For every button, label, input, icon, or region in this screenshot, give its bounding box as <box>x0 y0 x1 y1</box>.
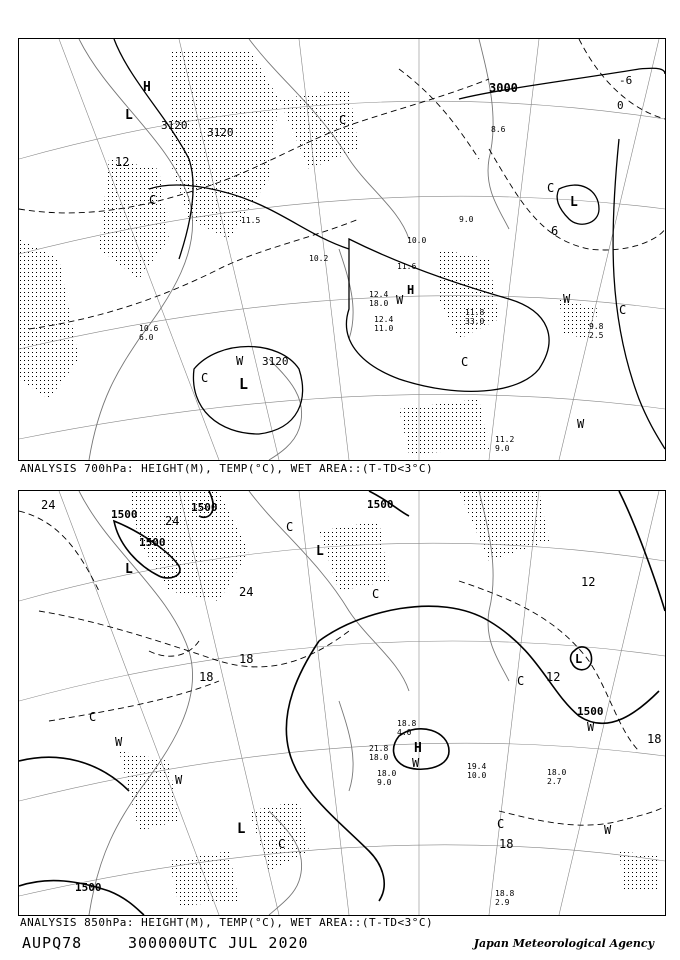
station-dewpoint: 4.0 <box>397 728 412 737</box>
isotherm-label: 24 <box>41 498 56 512</box>
station-values-850 <box>369 719 566 907</box>
cold-mark: C <box>201 371 209 385</box>
contour-label-1500: 1500 <box>577 705 604 718</box>
station-dewpoint: 18.0 <box>369 299 389 308</box>
station-temp: 11.5 <box>241 216 261 225</box>
contour-label-1500: 1500 <box>111 508 138 521</box>
caption-700hpa: ANALYSIS 700hPa: HEIGHT(M), TEMP(°C), WET AREA::(T-TD<3°C) <box>20 462 434 475</box>
cold-mark: C <box>372 587 380 601</box>
station-temp: 18.8 <box>397 719 417 728</box>
high-center: H <box>414 741 422 756</box>
station-temp: 12.4 <box>369 290 389 299</box>
station-temp: 18.0 <box>547 768 567 777</box>
contour-label-3120-b: 3120 <box>207 126 234 139</box>
warm-mark: W <box>604 823 612 837</box>
high-center: H <box>407 283 415 297</box>
low-center: L <box>125 562 133 577</box>
cold-mark: C <box>89 710 97 724</box>
valid-time: 300000UTC JUL 2020 <box>128 934 309 952</box>
contour-label-3120-c: 3120 <box>262 355 289 368</box>
contour-label-1500: 1500 <box>191 501 218 514</box>
cold-mark: C <box>547 181 555 195</box>
station-dewpoint: 2.5 <box>589 331 604 340</box>
station-temp: 11.8 <box>465 308 485 317</box>
station-temp: 10.2 <box>309 254 329 263</box>
low-center: L <box>316 544 324 559</box>
chart-700hpa <box>18 38 666 461</box>
station-dewpoint: 11.0 <box>374 324 394 333</box>
warm-mark: W <box>236 354 244 368</box>
station-dewpoint: 2.7 <box>547 777 562 786</box>
cold-mark: C <box>286 520 294 534</box>
contour-label-3120-a: 3120 <box>161 119 188 132</box>
isotherm-label: 12 <box>115 155 130 169</box>
warm-mark: W <box>175 773 183 787</box>
low-center: L <box>125 108 133 123</box>
cold-mark: C <box>461 355 469 369</box>
station-temp: 9.8 <box>589 322 604 331</box>
station-temp: 19.4 <box>467 762 487 771</box>
warm-mark: W <box>396 293 404 307</box>
low-center: L <box>575 652 583 666</box>
map-700hpa <box>19 39 665 460</box>
station-dewpoint: 33.0 <box>465 317 485 326</box>
contour-label-1500: 1500 <box>139 536 166 549</box>
map-850hpa <box>19 491 665 915</box>
isotherm-label: -6 <box>619 74 633 87</box>
cold-mark: C <box>278 837 286 851</box>
low-center: L <box>237 821 246 837</box>
warm-mark: W <box>412 756 420 770</box>
contour-label-3000: 3000 <box>489 81 518 95</box>
isotherm-label: 18 <box>647 732 662 746</box>
station-temp: 21.8 <box>369 744 389 753</box>
station-temp: 10.6 <box>139 324 159 333</box>
station-dewpoint: 10.0 <box>467 771 487 780</box>
cold-mark: C <box>149 193 157 207</box>
isotherm-label: 24 <box>239 585 254 599</box>
warm-mark: W <box>563 292 571 306</box>
isotherm-label: 0 <box>617 99 624 112</box>
cold-mark: C <box>339 113 347 127</box>
station-temp: 8.6 <box>491 125 506 134</box>
isotherm-label: 12 <box>546 670 561 684</box>
station-temp: 18.0 <box>377 769 397 778</box>
cold-mark: C <box>497 817 505 831</box>
isotherm-label: 6 <box>551 224 559 238</box>
warm-mark: W <box>587 720 595 734</box>
station-dewpoint: 9.0 <box>495 444 510 453</box>
isotherm-label: 24 <box>165 514 180 528</box>
cold-mark: C <box>619 303 627 317</box>
station-temp: 9.0 <box>459 215 474 224</box>
station-dewpoint: 18.0 <box>369 753 389 762</box>
station-temp: 12.4 <box>374 315 394 324</box>
chart-850hpa <box>18 490 666 916</box>
station-temp: 10.0 <box>407 236 427 245</box>
agency-name: Japan Meteorological Agency <box>473 937 654 950</box>
contour-label-1500: 1500 <box>75 881 102 894</box>
contour-label-1500: 1500 <box>367 498 394 511</box>
caption-850hpa: ANALYSIS 850hPa: HEIGHT(M), TEMP(°C), WET AREA::(T-TD<3°C) <box>20 916 434 929</box>
low-center: L <box>239 375 249 393</box>
station-temp: 11.6 <box>397 262 417 271</box>
cold-mark: C <box>517 674 525 688</box>
wet-area-850 <box>119 491 662 906</box>
warm-mark: W <box>577 417 585 431</box>
station-temp: 18.8 <box>495 889 515 898</box>
high-center: H <box>143 80 151 95</box>
isotherm-label: 18 <box>199 670 214 684</box>
low-center: L <box>570 195 578 210</box>
station-dewpoint: 9.0 <box>377 778 392 787</box>
wet-area-700 <box>19 49 599 454</box>
station-dewpoint: 2.9 <box>495 898 510 907</box>
chart-code: AUPQ78 <box>22 934 83 952</box>
station-dewpoint: 6.0 <box>139 333 154 342</box>
warm-mark: W <box>115 735 123 749</box>
isotherm-label: 18 <box>499 837 514 851</box>
isotherm-label: 12 <box>581 575 596 589</box>
station-temp: 11.2 <box>495 435 515 444</box>
isotherm-label: 18 <box>239 652 254 666</box>
